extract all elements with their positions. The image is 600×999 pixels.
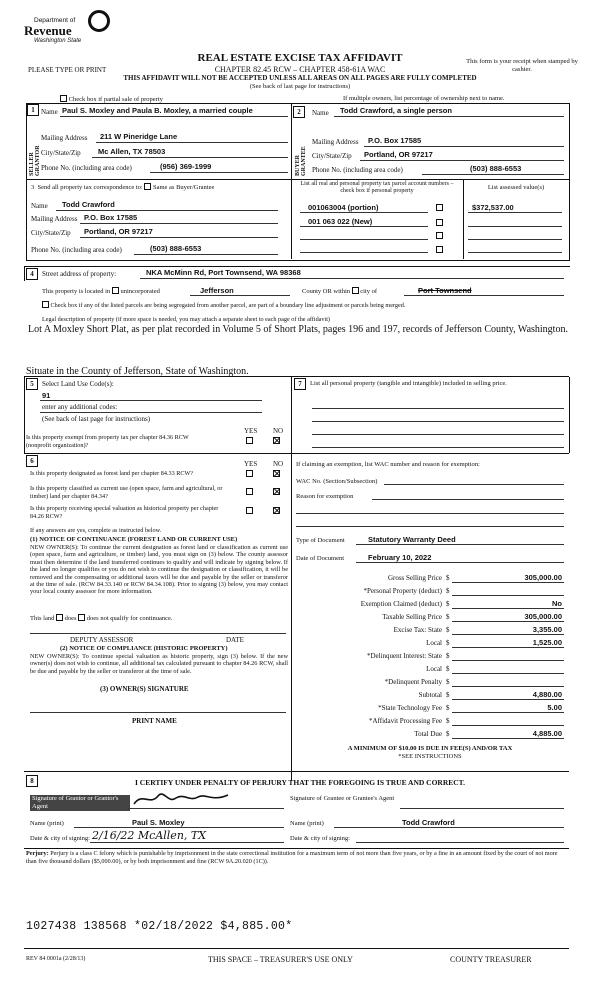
tax-row-label: *Delinquent Interest: State — [366, 652, 442, 660]
tax-row-label: *Affidavit Processing Fee — [369, 717, 442, 725]
does-not-checkbox[interactable] — [78, 614, 85, 621]
tax-row-line — [452, 673, 564, 674]
seller-address[interactable]: 211 W Pineridge Lane — [100, 132, 178, 141]
legal-description[interactable]: Lot A Moxley Short Plat, as per plat recorded in Volume 5 of Short Plats, pages 196 and 197, records of Jefferson County, Washington. — [28, 324, 568, 335]
notice-compliance-body: NEW OWNER(S): To continue special valuation as historic property, sign (3) below. If the new owner(s) does not wish to continue, all additional tax calculated pursuant to chapter 84.26 RCW, shall be due and payable by the seller or transferor at the time of sale. — [30, 653, 288, 675]
tax-row-label: *State Technology Fee — [378, 704, 442, 712]
this-land-line — [30, 614, 173, 622]
buyer-name-label: Name — [312, 109, 329, 117]
minimum-fee-note: A MINIMUM OF $10.00 IS DUE IN FEE(S) AND/OR TAX — [347, 745, 513, 752]
segregated-checkbox[interactable] — [42, 301, 49, 308]
corr-city-label: City/State/Zip — [31, 229, 71, 237]
historic-question: Is this property receiving special valuation as historical property per chapter 84.26 RCW? — [30, 505, 219, 520]
seller-city-label: City/State/Zip — [41, 149, 81, 157]
same-as-buyer-label: Same as Buyer/Grantee — [152, 184, 215, 191]
tax-row-value[interactable]: 305,000.00 — [524, 612, 562, 621]
grantor-name-label: Name (print) — [30, 820, 64, 827]
grantor-signature[interactable] — [132, 790, 232, 808]
unincorporated-label: unincorporated — [120, 288, 160, 295]
tax-row-label: Exemption Claimed (deduct) — [360, 600, 442, 608]
does-checkbox[interactable] — [56, 614, 63, 621]
tax-row-label: Total Due — [414, 730, 442, 738]
perjury-label: Perjury: — [26, 850, 49, 857]
notice-continuance-title: (1) NOTICE OF CONTINUANCE (FOREST LAND OR CURRENT USE) — [30, 536, 238, 543]
grantee-name-label: Name (print) — [290, 820, 324, 827]
dept-line-3: Washington State — [34, 38, 82, 44]
buyer-address[interactable]: P.O. Box 17585 — [368, 136, 422, 145]
personal-property-label: List all personal property (tangible and intangible) included in selling price. — [310, 380, 507, 387]
tax-row-value[interactable]: 3,355.00 — [532, 625, 562, 634]
no-header-6: NO — [273, 460, 284, 468]
parcel-2-checkbox[interactable] — [436, 219, 443, 226]
tax-row-dollar: $ — [446, 665, 450, 673]
section-8-number: 8 — [26, 775, 38, 787]
tax-row-line — [452, 582, 564, 583]
form-warning: THIS AFFIDAVIT WILL NOT BE ACCEPTED UNLESS ALL AREAS ON ALL PAGES ARE FULLY COMPLETED — [123, 74, 477, 82]
corr-name-label: Name — [31, 202, 48, 210]
section-4-number: 4 — [26, 268, 38, 280]
corr-name[interactable]: Todd Crawford — [62, 200, 115, 209]
tax-row-dollar: $ — [446, 574, 450, 582]
parcel-2[interactable]: 001 063 022 (New) — [308, 217, 373, 226]
buyer-city[interactable]: Portland, OR 97217 — [364, 150, 433, 159]
grantee-date-city-label: Date & city of signing: — [290, 835, 350, 842]
unincorporated-checkbox[interactable] — [112, 287, 119, 294]
seller-name-label: Name — [41, 108, 58, 116]
notice-continuance-body: NEW OWNER(S): To continue the current designation as forest land or classification as current use (open space, farm and agriculture, or timber) land, you must sign on (3) below. The county assessor must then determine if the land transferred continues to qualify and will indicate by signing below. If the land no longer qualifies or you do not wish to continue the designation or classification, it will be removed and the compensating or additional taxes will be due and payable by the seller or transferor at the time of sale. (RCW 84.33.140 or RCW 84.34.108). Prior to signing (3) below, you may contact your local county assessor for more information. — [30, 544, 288, 596]
tax-row-line — [452, 699, 564, 700]
perjury-text: Perjury is a class C felony which is punishable by imprisonment in the state correctional institution for a maximum term of not more than five years, or by a fine in an amount fixed by the court of not more than five thousand dollars ($5,000.00), or by both imprisonment and fine (RCW 9A.20.020 (1C)). — [26, 850, 558, 865]
buyer-phone[interactable]: (503) 888-6553 — [470, 164, 522, 173]
tax-row-label: Local — [426, 639, 442, 647]
grantor-signature-label: Signature of Grantor or Grantor's Agent — [30, 795, 130, 811]
logo-circle-icon — [88, 10, 110, 32]
tax-row-line — [452, 621, 564, 622]
tax-row-value[interactable]: 4,885.00 — [532, 729, 562, 738]
tax-row-value[interactable]: No — [552, 599, 562, 608]
grantor-signature-scribble — [132, 790, 232, 808]
yes-header-6: YES — [244, 460, 258, 468]
seller-name[interactable]: Paul S. Moxley and Paula B. Moxley, a married couple — [62, 106, 253, 115]
grantee-signature-label: Signature of Grantee or Grantee's Agent — [290, 795, 395, 802]
form-revision: REV 84 0001a (2/28/13) — [26, 956, 86, 962]
multiple-owners-note: If multiple owners, list percentage of ownership next to name. — [343, 95, 505, 102]
tax-row-line — [452, 660, 564, 661]
location-line — [42, 287, 160, 295]
tax-row-line — [452, 634, 564, 635]
section-5-number: 5 — [26, 378, 38, 390]
cashier-stamp: 1027438 138568 *02/18/2022 $4,885.00* — [26, 920, 293, 933]
dor-logo — [22, 10, 122, 46]
same-as-buyer-checkbox[interactable] — [144, 183, 151, 190]
grantor-print-name[interactable]: Paul S. Moxley — [132, 818, 185, 827]
section-3-number: 3 — [31, 184, 35, 191]
correspondence-label: Send all property tax correspondence to: — [37, 184, 143, 191]
doc-date[interactable]: February 10, 2022 — [368, 553, 432, 562]
reason-label: Reason for exemption — [296, 493, 354, 500]
if-any-yes: If any answers are yes, complete as instructed below. — [30, 527, 162, 534]
tax-row-dollar: $ — [446, 626, 450, 634]
tax-row-line — [452, 738, 564, 739]
tax-row-label: Excise Tax: State — [393, 626, 442, 634]
assessed-header: List assessed value(s) — [487, 184, 545, 191]
buyer-address-label: Mailing Address — [312, 138, 359, 146]
tax-row-label: Taxable Selling Price — [382, 613, 442, 621]
tax-row-label: *Delinquent Penalty — [384, 678, 442, 686]
exempt-yes-checkbox[interactable] — [246, 437, 253, 444]
county-value[interactable]: Jefferson — [200, 286, 234, 295]
notice-compliance-title: (2) NOTICE OF COMPLIANCE (HISTORIC PROPERTY) — [60, 645, 228, 652]
tax-row-line — [452, 608, 564, 609]
dept-line-1: Department of — [34, 17, 76, 24]
section-2-number: 2 — [293, 106, 305, 118]
county-or-line — [302, 287, 377, 295]
no-header-5: NO — [273, 427, 284, 435]
land-use-label: Select Land Use Code(s): — [42, 380, 114, 388]
deputy-assessor-label: DEPUTY ASSESSOR — [70, 636, 134, 644]
grantee-print-name[interactable]: Todd Crawford — [402, 818, 455, 827]
forest-yes-checkbox[interactable] — [246, 470, 253, 477]
tax-row-dollar: $ — [446, 600, 450, 608]
grantor-date-city[interactable]: 2/16/22 McAllen, TX — [92, 829, 207, 842]
land-use-see-back: (See back of last page for instructions) — [42, 415, 151, 423]
seller-city[interactable]: Mc Allen, TX 78503 — [98, 147, 166, 156]
street-address[interactable]: NKA McMinn Rd, Port Townsend, WA 98368 — [146, 268, 301, 277]
segregated-label: Check box if any of the listed parcels are being segregated from another parcel, are part of a boundary line adjustment or parcels being merged. — [50, 302, 406, 309]
corr-phone-label: Phone No. (including area code) — [31, 246, 122, 254]
yes-header-5: YES — [244, 427, 258, 435]
city-of-label: city of — [360, 288, 378, 295]
seller-side-label: SELLER GRANTOR — [29, 145, 41, 176]
tax-row-dollar: $ — [446, 639, 450, 647]
doc-type-label: Type of Document — [296, 537, 345, 544]
parcel-4-checkbox[interactable] — [436, 246, 443, 253]
deputy-date-label: DATE — [226, 636, 244, 644]
section-6-number: 6 — [26, 455, 38, 467]
parcel-3-checkbox[interactable] — [436, 232, 443, 239]
historic-no-checkbox[interactable] — [273, 507, 280, 514]
tax-row-value[interactable]: 4,880.00 — [532, 690, 562, 699]
tax-row-line — [452, 595, 564, 596]
certify-statement: I CERTIFY UNDER PENALTY OF PERJURY THAT THE FOREGOING IS TRUE AND CORRECT. — [134, 778, 465, 787]
tax-row-label: *Personal Property (deduct) — [363, 587, 442, 595]
forest-no-checkbox[interactable] — [273, 470, 280, 477]
city-value[interactable]: Port Townsend — [418, 286, 472, 295]
tax-row-dollar: $ — [446, 691, 450, 699]
exempt-question: Is this property exempt from property tax per chapter 84.36 RCW (nonprofit organization)? — [26, 434, 189, 449]
wac-label: WAC No. (Section/Subsection) — [296, 478, 378, 485]
current-use-yes-checkbox[interactable] — [246, 488, 253, 495]
tax-row-value[interactable]: 5.00 — [547, 703, 562, 712]
tax-row-label: Subtotal — [418, 691, 442, 699]
section-3-label — [31, 183, 214, 191]
tax-row-dollar: $ — [446, 730, 450, 738]
see-back-header: (See back of last page for instructions) — [249, 83, 351, 90]
tax-row-dollar: $ — [446, 704, 450, 712]
segregated-line — [42, 301, 405, 309]
street-label: Street address of property: — [42, 270, 117, 278]
tax-row-dollar: $ — [446, 678, 450, 686]
print-name-label: PRINT NAME — [132, 717, 177, 725]
partial-sale-checkbox[interactable] — [60, 95, 67, 102]
tax-row-label: Local — [426, 665, 442, 673]
doc-date-label: Date of Document — [296, 555, 345, 562]
perjury-note — [26, 850, 568, 865]
exemption-label: If claiming an exemption, list WAC number and reason for exemption: — [296, 461, 480, 468]
parcel-1-checkbox[interactable] — [436, 204, 443, 211]
county-or-label: County OR within — [302, 288, 351, 295]
located-in-label: This property is located in — [42, 288, 111, 295]
situate-line[interactable]: Situate in the County of Jefferson, State of Washington. — [26, 366, 249, 377]
additional-codes-label: enter any additional codes: — [42, 403, 118, 411]
tax-row-line — [452, 712, 564, 713]
corr-address-label: Mailing Address — [31, 215, 78, 223]
tax-row-line — [452, 725, 564, 726]
tax-row-label: Gross Selling Price — [387, 574, 442, 582]
corr-city[interactable]: Portland, OR 97217 — [84, 227, 153, 236]
corr-address[interactable]: P.O. Box 17585 — [84, 213, 138, 222]
historic-yes-checkbox[interactable] — [246, 507, 253, 514]
buyer-side-label: BUYER GRANTEE — [295, 146, 307, 176]
doc-type[interactable]: Statutory Warranty Deed — [368, 535, 456, 544]
does-not-label: does not qualify for continuance. — [86, 615, 173, 622]
tax-row-dollar: $ — [446, 587, 450, 595]
current-use-no-checkbox[interactable] — [273, 488, 280, 495]
form-title: REAL ESTATE EXCISE TAX AFFIDAVIT — [197, 52, 403, 64]
please-print: PLEASE TYPE OR PRINT — [28, 66, 107, 74]
city-of-checkbox[interactable] — [352, 287, 359, 294]
treasurer-use-only: THIS SPACE – TREASURER'S USE ONLY — [208, 955, 353, 964]
buyer-phone-label: Phone No. (including area code) — [312, 166, 403, 174]
seller-phone[interactable]: (956) 369-1999 — [160, 162, 212, 171]
tax-row-value[interactable]: 1,525.00 — [532, 638, 562, 647]
tax-row-line — [452, 647, 564, 648]
parcel-1-assessed[interactable]: $372,537.00 — [472, 203, 514, 212]
tax-row-dollar: $ — [446, 652, 450, 660]
forest-question: Is this property designated as forest land per chapter 84.33 RCW? — [30, 470, 194, 477]
parcel-1[interactable]: 001063004 (portion) — [308, 203, 379, 212]
corr-phone[interactable]: (503) 888-6553 — [150, 244, 202, 253]
buyer-name[interactable]: Todd Crawford, a single person — [340, 106, 452, 115]
seller-phone-label: Phone No. (including area code) — [41, 164, 132, 172]
exempt-no-checkbox[interactable] — [273, 437, 280, 444]
seller-address-label: Mailing Address — [41, 134, 88, 142]
tax-row-dollar: $ — [446, 613, 450, 621]
owner-signature-label: (3) OWNER(S) SIGNATURE — [100, 685, 189, 693]
current-use-question: Is this property classified as current use (open space, farm and agricultural, or timber) land per chapter 84.34? — [30, 485, 223, 500]
this-land-label: This land — [30, 615, 55, 622]
parcels-header: List all real and personal property tax parcel account numbers – check box if personal property — [300, 181, 454, 194]
county-treasurer: COUNTY TREASURER — [450, 955, 532, 964]
tax-row-line — [452, 686, 564, 687]
dept-line-2: Revenue — [24, 23, 72, 38]
section-7-number: 7 — [294, 378, 306, 390]
land-use-code[interactable]: 91 — [42, 391, 51, 400]
does-label: does — [64, 615, 77, 622]
form-chapter: CHAPTER 82.45 RCW – CHAPTER 458-61A WAC — [214, 65, 386, 74]
buyer-city-label: City/State/Zip — [312, 152, 352, 160]
section-1-number: 1 — [27, 104, 39, 116]
receipt-note: This form is your receipt when stamped by cashier. — [466, 58, 578, 73]
see-instructions: *SEE INSTRUCTIONS — [398, 753, 462, 760]
tax-row-dollar: $ — [446, 717, 450, 725]
partial-sale-label: Check box if partial sale of property — [68, 96, 163, 103]
grantor-date-city-label: Date & city of signing: — [30, 835, 90, 842]
legal-label: Legal description of property (if more space is needed, you may attach a separate sheet to each page of the affidavit) — [42, 316, 330, 323]
tax-row-value[interactable]: 305,000.00 — [524, 573, 562, 582]
partial-sale — [60, 95, 163, 103]
